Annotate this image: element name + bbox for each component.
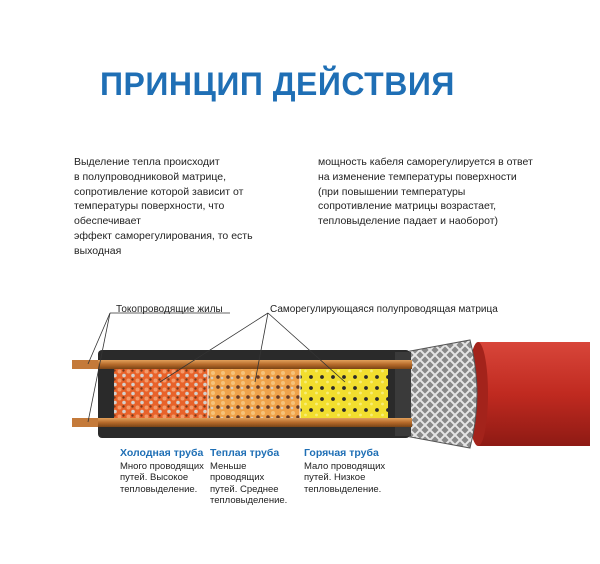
conductor-bottom — [72, 418, 412, 427]
outer-jacket — [478, 342, 590, 446]
description-right: мощность кабеля саморегулируется в ответ на изменение температуры поверхности (при повышении температуры сопротивление матрицы возрастает, тепловыделение падает и наоборот) — [318, 156, 533, 228]
conductors-label: Токопроводящие жилы — [116, 304, 223, 315]
zone-cold-title: Холодная труба — [120, 447, 204, 459]
zone-cold-description: Много проводящих путей. Высокое тепловыделение. — [120, 460, 204, 495]
matrix-label: Саморегулирующаяся полупроводящая матрица — [270, 304, 498, 315]
matrix-hot-zone — [300, 369, 388, 418]
conductor-top — [72, 360, 412, 369]
zone-warm — [210, 448, 300, 507]
zone-hot-title: Горячая труба — [304, 447, 379, 459]
description-left: Выделение тепла происходит в полупроводниковой матрице, сопротивление которой зависит от температуры поверхности, что обеспечивает эффект саморегулирования, то есть выходная — [74, 156, 253, 257]
matrix-warm-zone — [208, 369, 300, 418]
zone-hot-description: Мало проводящих путей. Низкое тепловыделение. — [304, 460, 386, 495]
matrix-cold-zone — [114, 369, 208, 418]
zone-warm-title: Теплая труба — [210, 447, 280, 459]
zone-cold — [120, 448, 205, 495]
zone-hot — [304, 448, 394, 495]
page-title: ПРИНЦИП ДЕЙСТВИЯ — [100, 66, 455, 102]
zone-warm-description: Меньше проводящих путей. Среднее тепловыделение. — [210, 460, 288, 506]
braid-shield — [405, 340, 477, 448]
